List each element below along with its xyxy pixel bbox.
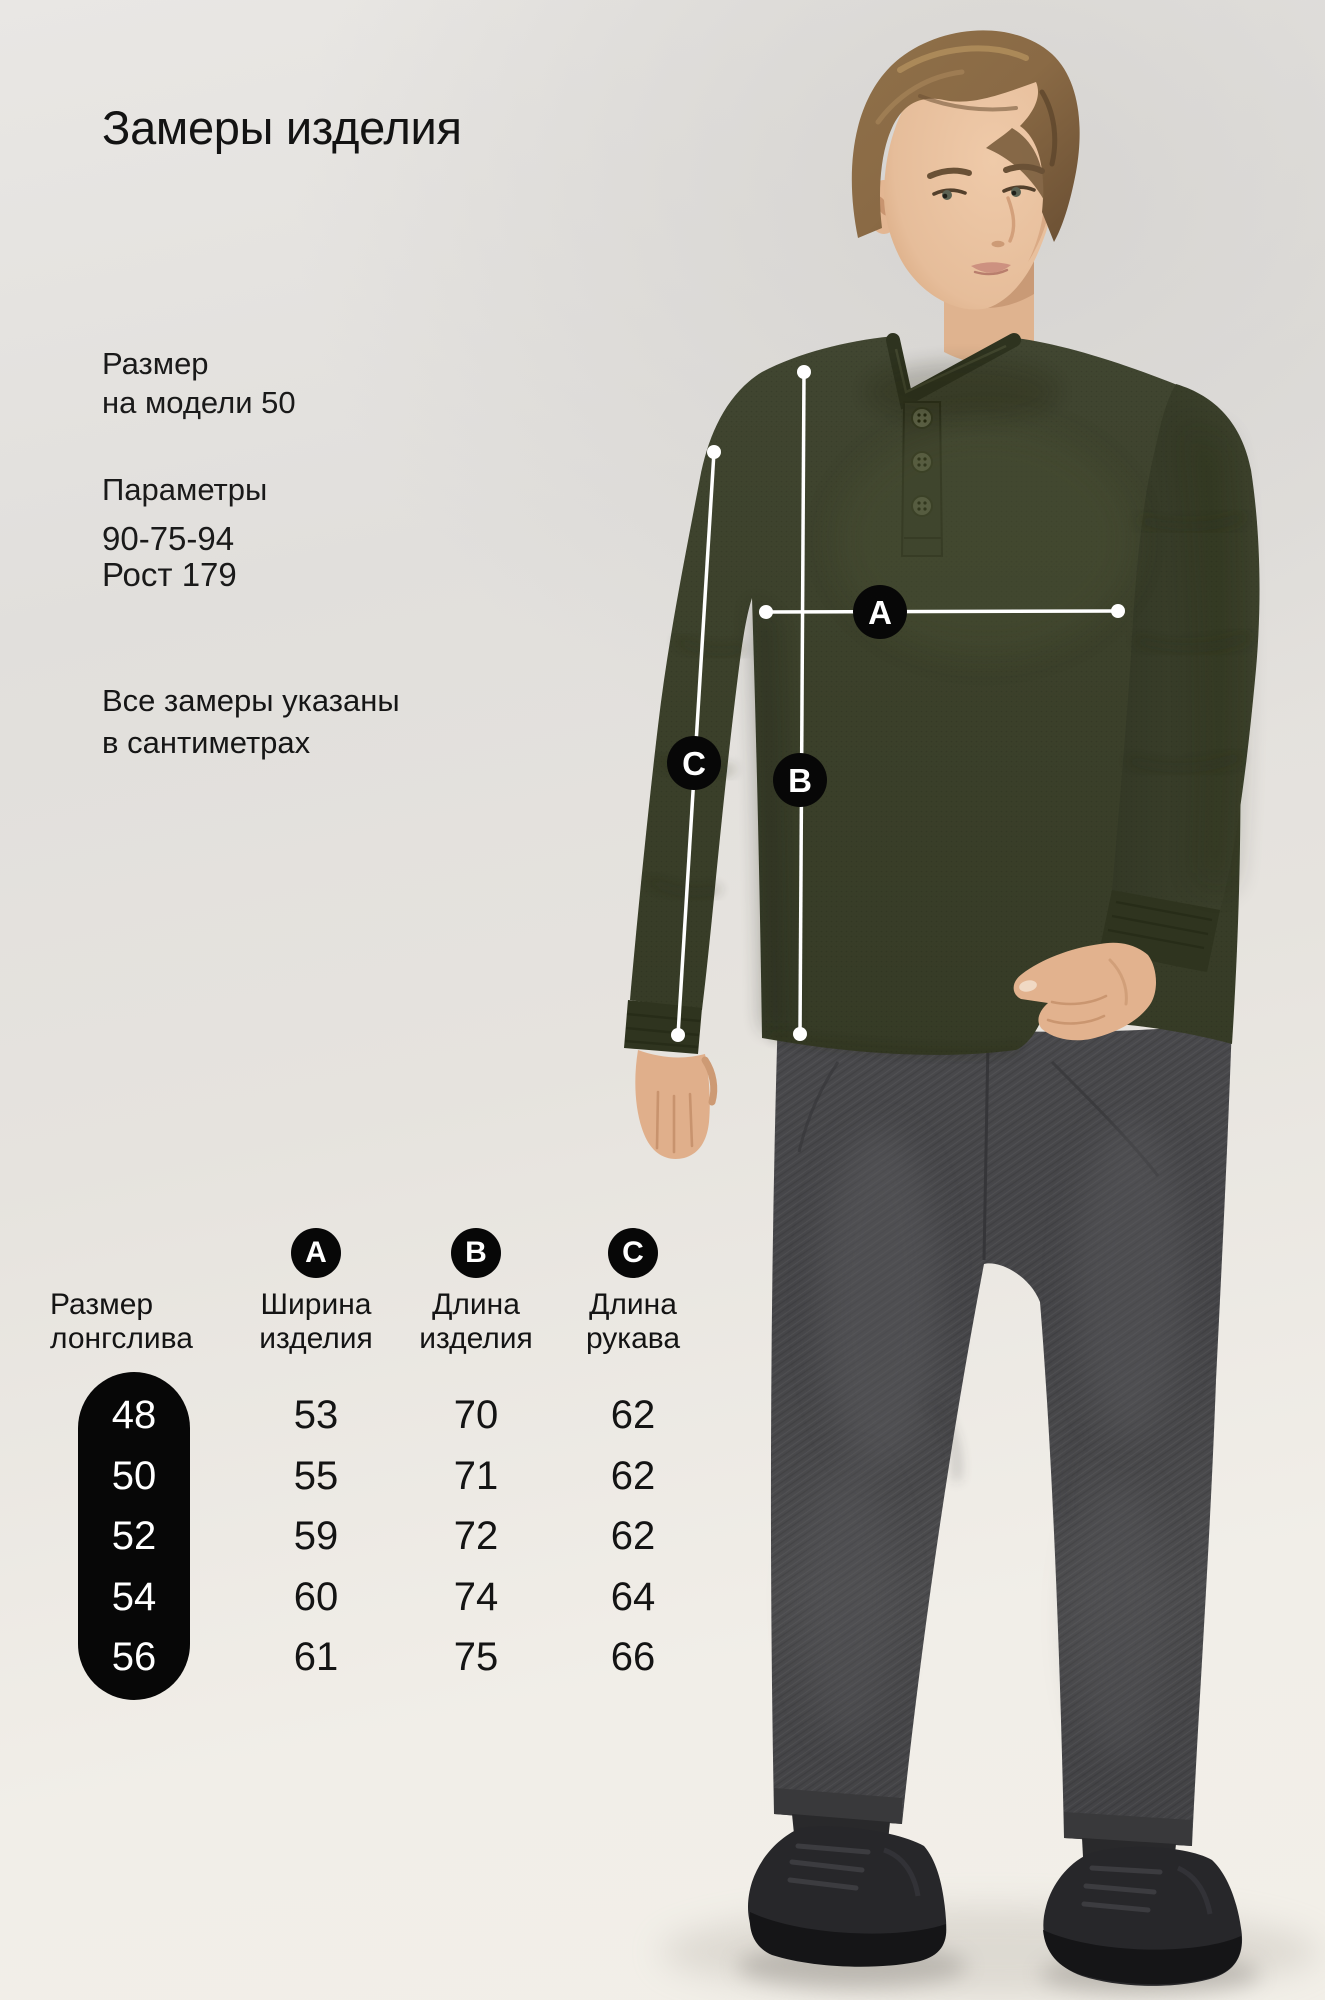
value-cell: 62 [610,1454,656,1498]
value-cell: 71 [453,1454,499,1498]
marker-a-badge [853,585,907,639]
jeans [771,1012,1232,1846]
model-size-line1: Размер [102,346,209,381]
units-note-line2: в сантиметрах [102,725,311,760]
model-head [852,30,1080,364]
model-size-line2: на модели 50 [102,385,296,420]
params-label: Параметры [102,472,268,507]
col-header-size-line2: лонгслива [50,1322,193,1355]
value-cell: 70 [453,1393,499,1437]
params-height: Рост 179 [102,556,237,593]
value-cell: 55 [293,1454,339,1498]
marker-c-letter: C [682,744,706,782]
size-cell: 52 [111,1514,157,1558]
col-header-size [50,1288,193,1356]
col-header-size-line1: Размер [50,1288,154,1321]
left-hand [635,1050,713,1159]
value-cell: 53 [293,1393,339,1437]
size-cell: 50 [111,1454,157,1498]
value-cell: 64 [610,1575,656,1619]
params-measurements: 90-75-94 [102,520,235,557]
col-header-c-line1: Длина [589,1288,677,1321]
size-cell: 54 [111,1575,157,1619]
marker-a-letter: A [868,593,892,631]
size-cell: 56 [111,1635,157,1679]
value-cell: 62 [610,1393,656,1437]
value-cell: 72 [453,1514,499,1558]
units-note-line1: Все замеры указаны [102,683,400,718]
col-header-c-line2: рукава [585,1322,681,1355]
table-marker-c: C [608,1228,658,1278]
value-cell: 60 [293,1575,339,1619]
marker-b-badge [773,753,827,807]
value-cell: 59 [293,1514,339,1558]
marker-b-letter: B [788,761,812,799]
col-header-a-line1: Ширина [260,1288,372,1321]
table-marker-a: A [291,1228,341,1278]
table-marker-b: B [451,1228,501,1278]
henley-shirt [624,336,1260,1055]
marker-c-badge [667,736,721,790]
col-header-b-line2: изделия [419,1322,533,1355]
size-cell: 48 [111,1393,157,1437]
col-header-a-line2: изделия [259,1322,373,1355]
page-title: Замеры изделия [102,101,462,154]
value-cell: 61 [293,1635,339,1679]
value-cell: 74 [453,1575,499,1619]
value-cell: 66 [610,1635,656,1679]
col-header-b-line1: Длина [432,1288,520,1321]
value-cell: 62 [610,1514,656,1558]
value-cell: 75 [453,1635,499,1679]
col-header-c [523,1288,743,1356]
